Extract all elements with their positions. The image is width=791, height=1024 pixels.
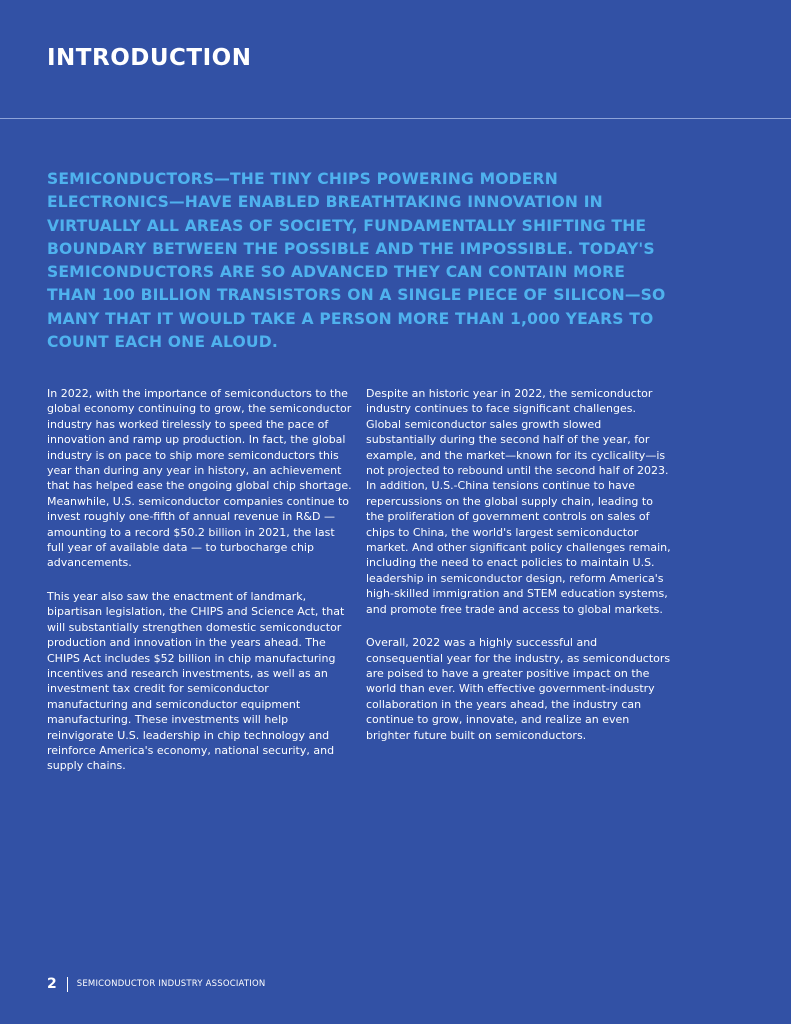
page-title: INTRODUCTION (47, 45, 252, 71)
page-footer (47, 975, 265, 993)
page-number: 2 (47, 976, 57, 992)
footer-divider (67, 977, 68, 992)
body-paragraph: Despite an historic year in 2022, the semiconductor industry continues to face significant challenges. Global semiconductor sales growth slowed substantially during the second half of the year, for example, and the market—known for its cyclicality—is not projected to rebound until the second half of 2023. In addition, U.S.-China tensions continue to have repercussions on the global supply chain, leading to the proliferation of government controls on sales of chips to China, the world's largest semiconductor market. And other significant policy challenges remain, including the need to enact policies to maintain U.S. leadership in semiconductor design, reform America's high-skilled immigration and STEM education systems, and promote free trade and access to global markets. (366, 387, 671, 616)
left-column (47, 386, 352, 792)
title-divider (0, 118, 791, 119)
body-paragraph: In 2022, with the importance of semiconductors to the global economy continuing to grow, the semiconductor industry has worked tirelessly to speed the pace of innovation and ramp up production. In fact, the global industry is on pace to ship more semiconductors this year than during any year in history, an achievement that has helped ease the ongoing global chip shortage. Meanwhile, U.S. semiconductor companies continue to invest roughly one-fifth of annual revenue in R&D — amounting to a record $50.2 billion in 2021, the last full year of available data — to turbocharge chip advancements. (47, 387, 352, 570)
body-paragraph: Overall, 2022 was a highly successful and consequential year for the industry, as semiconductors are poised to have a greater positive impact on the world than ever. With effective government-industry collaboration in the years ahead, the industry can continue to grow, innovate, and realize an even brighter future built on semiconductors. (366, 636, 671, 742)
organization-name: SEMICONDUCTOR INDUSTRY ASSOCIATION (76, 979, 266, 989)
right-column (366, 386, 671, 761)
body-paragraph: This year also saw the enactment of landmark, bipartisan legislation, the CHIPS and Science Act, that will substantially strengthen domestic semiconductor production and innovation in the years ahead. The CHIPS Act includes $52 billion in chip manufacturing incentives and research investments, as well as an investment tax credit for semiconductor manufacturing and semiconductor equipment manufacturing. These investments will help reinvigorate U.S. leadership in chip technology and reinforce America's economy, national security, and supply chains. (47, 589, 345, 773)
pull-quote: SEMICONDUCTORS—THE TINY CHIPS POWERING MODERN ELECTRONICS—HAVE ENABLED BREATHTAKING INNOVATION IN VIRTUALLY ALL AREAS OF SOCIETY, FUNDAMENTALLY SHIFTING THE BOUNDARY BETWEEN THE POSSIBLE AND THE IMPOSSIBLE. TODAY'S SEMICONDUCTORS ARE SO ADVANCED THEY CAN CONTAIN MORE THAN 100 BILLION TRANSISTORS ON A SINGLE PIECE OF SILICON—SO MANY THAT IT WOULD TAKE A PERSON MORE THAN 1,000 YEARS TO COUNT EACH ONE ALOUD. (47, 170, 666, 352)
